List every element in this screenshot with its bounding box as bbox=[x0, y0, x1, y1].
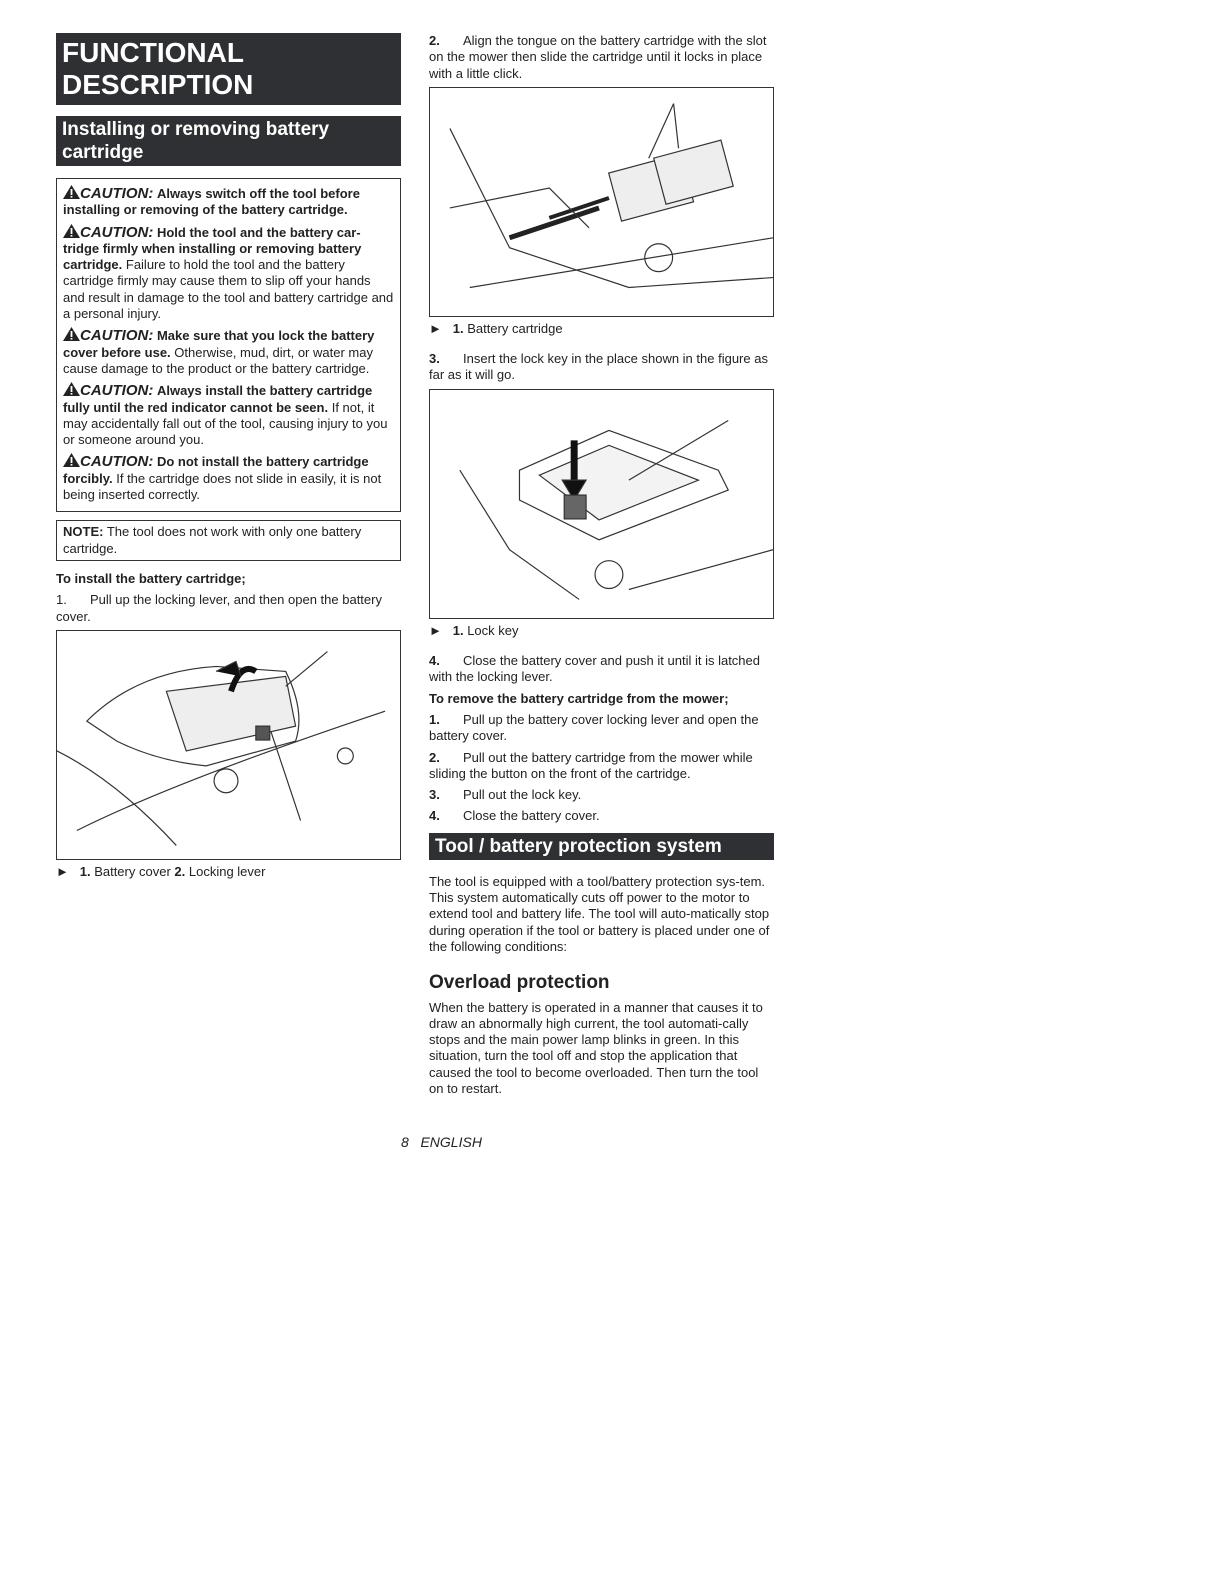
left-column bbox=[56, 33, 401, 894]
right-column bbox=[429, 33, 774, 1102]
figure-battery-cartridge bbox=[429, 87, 774, 317]
caution-item: CAUTION: Always switch off the tool before installing or removing of the battery cartridge. bbox=[63, 185, 360, 218]
note-label: NOTE: bbox=[63, 524, 104, 540]
section-heading: Installing or removing battery cartridge bbox=[56, 116, 401, 166]
warning-icon bbox=[63, 224, 80, 238]
warning-icon bbox=[63, 327, 80, 341]
page-title: FUNCTIONAL DESCRIPTION bbox=[56, 33, 401, 105]
warning-icon bbox=[63, 382, 80, 396]
page-footer: 8 ENGLISH bbox=[401, 1134, 482, 1150]
caution-item: CAUTION: Do not install the battery cartridge forcibly. If the cartridge does not slide in easily, it is not being inserted correctly. bbox=[63, 453, 382, 503]
step-4: 4. Close the battery cover and push it until it is latched with the locking lever. bbox=[429, 653, 760, 685]
figure-battery-cover bbox=[56, 630, 401, 860]
note-box bbox=[56, 520, 401, 561]
figure-lock-key bbox=[429, 389, 774, 619]
caution-item: CAUTION: Always install the battery cartridge fully until the red indicator cannot be seen. If not, it may accidentally fall out of the tool, causing injury to you or someone around you. bbox=[63, 382, 388, 448]
protection-text: The tool is equipped with a tool/battery protection sys-tem. This system automatically cuts off power to the motor to extend tool and battery life. The tool will auto-matically stop during operation if the tool or battery is placed under one of the following conditions: bbox=[429, 873, 770, 954]
caution-item: CAUTION: Make sure that you lock the battery cover before use. Otherwise, mud, dirt, or water may cause damage to the product or the battery cartridge. bbox=[63, 327, 375, 376]
caution-item: CAUTION: Hold the tool and the battery car-tridge firmly when installing or removing battery cartridge. Failure to hold the tool and the battery cartridge firmly may cause them to slip off your hands and result in damage to the tool and battery cartridge and a personal injury. bbox=[63, 223, 394, 322]
note-text: The tool does not work with only one battery cartridge. bbox=[63, 524, 362, 556]
remove-steps bbox=[429, 712, 774, 825]
protection-heading: Tool / battery protection system bbox=[429, 833, 774, 860]
install-heading: To install the battery cartridge; bbox=[56, 570, 246, 586]
remove-step: 1. Pull up the battery cover locking lever and open the battery cover. bbox=[429, 711, 759, 744]
caution-box bbox=[56, 178, 401, 512]
figure-3-caption: ► 1. Lock key bbox=[429, 622, 519, 638]
overload-text: When the battery is operated in a manner that causes it to draw an abnormally high current, the tool automati-cally stops and the main power lamp blinks in green. In this situation, turn the tool off and stop the application that caused the tool to become overloaded. Then turn the tool on to restart. bbox=[429, 999, 763, 1097]
remove-step: 3. Pull out the lock key. bbox=[429, 787, 582, 803]
figure-1-caption: ► 1. Battery cover 2. Locking lever bbox=[56, 863, 266, 879]
step-3: 3. Insert the lock key in the place shown in the figure as far as it will go. bbox=[429, 351, 768, 383]
step-2: 2. Align the tongue on the battery cartridge with the slot on the mower then slide the cartridge until it locks in place with a little click. bbox=[429, 33, 767, 81]
overload-heading: Overload protection bbox=[429, 972, 610, 994]
step-1: 1. Pull up the locking lever, and then open the battery cover. bbox=[56, 592, 382, 624]
warning-icon bbox=[63, 185, 80, 199]
remove-step: 2. Pull out the battery cartridge from the mower while sliding the button on the front of the cartridge. bbox=[429, 749, 753, 781]
warning-icon bbox=[63, 453, 80, 467]
figure-2-caption: ► 1. Battery cartridge bbox=[429, 320, 563, 336]
remove-heading: To remove the battery cartridge from the mower; bbox=[429, 690, 729, 706]
remove-step: 4. Close the battery cover. bbox=[429, 808, 600, 824]
